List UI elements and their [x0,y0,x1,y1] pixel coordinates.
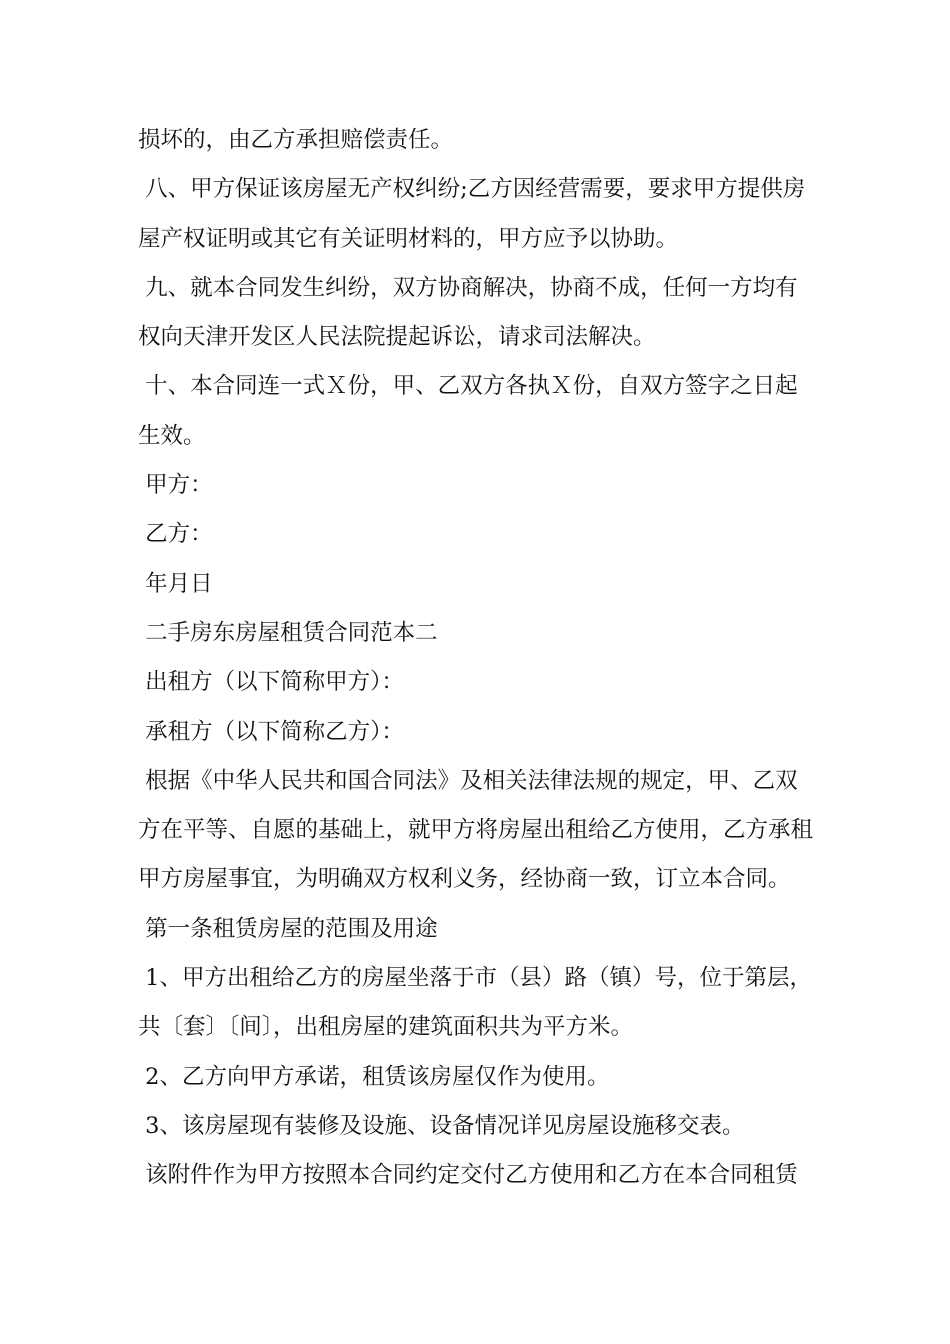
party-a-signature-line: 甲方： [138,472,213,499]
text-line: 2、乙方向甲方承诺，租赁该房屋仅作为使用。 [138,1063,610,1090]
text-line: 生效。 [138,422,206,449]
text-line: 根据《中华人民共和国合同法》及相关法律法规的规定，甲、乙双 [138,767,798,794]
text-line: 该附件作为甲方按照本合同约定交付乙方使用和乙方在本合同租赁 [138,1162,798,1189]
text-line: 九、就本合同发生纠纷，双方协商解决，协商不成，任何一方均有 [138,274,798,301]
text-line: 1、甲方出租给乙方的房屋坐落于市（县）路（镇）号，位于第层， [138,965,812,992]
text-line: 屋产权证明或其它有关证明材料的，甲方应予以协助。 [138,225,679,252]
text-line: 十、本合同连一式Ｘ份，甲、乙双方各执Ｘ份，自双方签字之日起 [138,373,798,400]
text-line: 共〔套〕〔间〕，出租房屋的建筑面积共为平方米。 [138,1014,634,1041]
article-heading: 第一条租赁房屋的范围及用途 [138,915,438,942]
text-line: 3、该房屋现有装修及设施、设备情况详见房屋设施移交表。 [138,1112,745,1139]
text-line: 权向天津开发区人民法院提起诉讼，请求司法解决。 [138,324,656,351]
text-line: 甲方房屋事宜，为明确双方权利义务，经协商一致，订立本合同。 [138,866,791,893]
date-line: 年月日 [138,570,213,597]
document-body [138,116,828,1201]
lessee-line: 承租方（以下简称乙方）： [138,718,404,745]
party-b-signature-line: 乙方： [138,521,213,548]
section-heading: 二手房东房屋租赁合同范本二 [138,619,438,646]
text-line: 损坏的，由乙方承担赔偿责任。 [138,127,454,153]
lessor-line: 出租方（以下简称甲方）： [138,669,404,696]
text-line: 八、甲方保证该房屋无产权纠纷;乙方因经营需要，要求甲方提供房 [138,176,806,203]
text-line: 方在平等、自愿的基础上，就甲方将房屋出租给乙方使用，乙方承租 [138,817,814,844]
